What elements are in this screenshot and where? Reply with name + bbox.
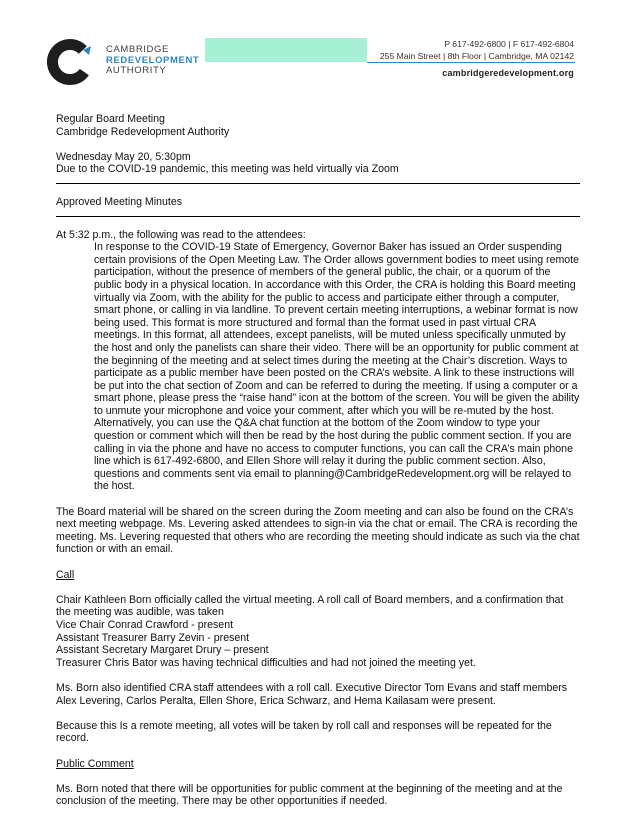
roll-call-item: Assistant Treasurer Barry Zevin - present <box>56 631 250 644</box>
logo-line-authority: AUTHORITY <box>106 65 167 76</box>
public-comment-heading: Public Comment <box>56 757 134 770</box>
top-rule <box>56 183 580 184</box>
meeting-date: Wednesday May 20, 5:30pm <box>56 150 191 163</box>
intro-line: At 5:32 p.m., the following was read to the attendees: <box>56 228 306 241</box>
meeting-venue: Due to the COVID-19 pandemic, this meeting was held virtually via Zoom <box>56 163 399 176</box>
public-comment-paragraph: Ms. Born noted that there will be opportunities for public comment at the beginning of the meeting and at the conclusion of the meeting. There may be other opportunities if needed. <box>56 782 563 808</box>
staff-paragraph: Ms. Born also identified CRA staff attendees with a roll call. Executive Director Tom Evans and staff members Alex Levering, Carlos Peralta, Ellen Shore, Erica Schwarz, and Hema Kailasam were present. <box>56 681 568 707</box>
contact-block <box>380 38 574 62</box>
phone-fax-line: P 617-492-6800 | F 617-492-6804 <box>444 39 574 49</box>
logo-wordmark <box>106 45 199 77</box>
roll-call-item: Vice Chair Conrad Crawford - present <box>56 618 234 631</box>
roll-call-item: Treasurer Chris Bator was having technical difficulties and had not joined the meeting yet. <box>56 656 476 669</box>
logo-line-redevelopment: REDEVELOPMENT <box>106 54 200 66</box>
organization-name: Cambridge Redevelopment Authority <box>56 125 230 138</box>
call-heading: Call <box>56 568 75 581</box>
letterhead <box>0 0 640 100</box>
mint-accent-bar <box>205 38 367 62</box>
remote-meeting-statement: In response to the COVID-19 State of Emergency, Governor Baker has issued an Order suspending certain provisions of the Open Meeting Law. The Order allows government bodies to meet using remote participation, without the presence of members of the general public, the chair, or a quorum of the public body in a physical location. In accordance with this Order, the CRA is holding this Board meeting virtually via Zoom, with the ability for the public to access and participate either through a computer, smart phone, or calling in via landline. To prevent certain meeting interruptions, a webinar format is now being used. This format is more structured and formal than the format used in past virtual CRA meetings. In this format, all attendees, except panelists, will be muted unless specifically unmuted by the host and only the panelists can share their video. There will be an opportunity for public comment at the beginning of the meeting and at select times during the meeting at the Chair’s discretion. Ways to participate as a public member have been posted on the CRA’s website. A link to these instructions will be put into the chat section of Zoom and can be referred to during the meeting. If using a computer or a smart phone, please press the “raise hand” icon at the bottom of the screen. You will be given the ability to unmute your microphone and voice your comment, after which you will be re-muted by the host. Alternatively, you can use the Q&A chat function at the bottom of the Zoom window to type your question or comment which will then be read by the host during the public comment section. If you are calling in via the phone and have no access to computer functions, you can call the CRA’s main phone line which is 617-492-6800, and Ellen Shore will relay it during the public comment section. Also, questions and comments sent via email to planning@CambridgeRedevelopment.org will be relayed to the host. <box>94 241 580 493</box>
document-title: Approved Meeting Minutes <box>56 195 183 208</box>
roll-call-item: Assistant Secretary Margaret Drury – present <box>56 644 269 657</box>
minutes-body <box>56 113 580 808</box>
meeting-type: Regular Board Meeting <box>56 113 165 125</box>
logo-line-cambridge: CAMBRIDGE <box>106 44 169 55</box>
board-material-paragraph: The Board material will be shared on the screen during the Zoom meeting and can also be found on the CRA’s next meeting webpage. Ms. Levering asked attendees to sign-in via the chat or email. The CRA is recording the meeting. Ms. Levering requested that others who are recording the meeting should indicate as such via the chat function or with an email. <box>56 505 580 556</box>
header-divider <box>367 62 575 63</box>
cra-logo-icon <box>46 38 94 86</box>
call-intro: Chair Kathleen Born officially called the virtual meeting. A roll call of Board members, and a confirmation that the meeting was audible, was taken <box>56 593 564 619</box>
address-line: 255 Main Street | 8th Floor | Cambridge, MA 02142 <box>379 51 574 61</box>
website-link[interactable]: cambridgeredevelopment.org <box>442 68 574 78</box>
bottom-rule <box>56 216 580 217</box>
remote-votes-paragraph: Because this Is a remote meeting, all votes will be taken by roll call and responses will be repeated for the record. <box>56 719 552 745</box>
